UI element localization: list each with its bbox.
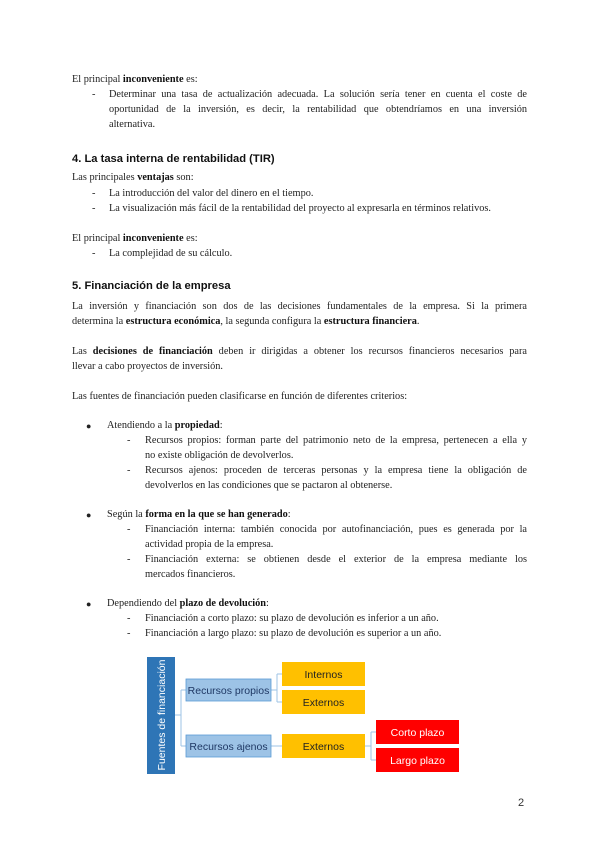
externos-propios-label: Externos	[302, 697, 345, 709]
list-dash: -	[92, 203, 96, 214]
list-item: Financiación a largo plazo: su plazo de devolución es superior a un año.	[145, 628, 442, 639]
list-item-cont: mercados financieros.	[145, 569, 236, 580]
root-label: Fuentes de financiación	[156, 659, 168, 771]
recursos-ajenos-label: Recursos ajenos	[189, 741, 268, 753]
list-dash: -	[127, 524, 131, 535]
bullet-icon: ●	[86, 599, 92, 609]
bullet-icon: ●	[86, 421, 92, 431]
list-item: Determinar una tasa de actualización adecuada. La solución sería tener en cuenta el coste de	[109, 89, 527, 100]
inconveniente-tir-label: El principal inconveniente es:	[72, 233, 198, 244]
list-dash: -	[127, 435, 131, 446]
externos-ajenos-label: Externos	[302, 741, 345, 753]
list-dash: -	[127, 613, 131, 624]
paragraph-cont: llevar a cabo proyectos de inversión.	[72, 361, 223, 372]
internos-label: Internos	[304, 669, 343, 681]
list-item-cont: no existe obligación de devolverlos.	[145, 450, 294, 461]
list-dash: -	[92, 188, 96, 199]
paragraph: Las fuentes de financiación pueden clasificarse en función de diferentes criterios:	[72, 391, 408, 402]
criterio-plazo: Dependiendo del plazo de devolución:	[107, 598, 269, 609]
page-number: 2	[518, 797, 525, 809]
criterio-propiedad: Atendiendo a la propiedad:	[107, 420, 223, 431]
list-item-cont: devolverlos en las condiciones que se pactaron al obtenerse.	[145, 480, 393, 491]
recursos-propios-label: Recursos propios	[187, 685, 270, 697]
corto-plazo-label: Corto plazo	[390, 727, 445, 739]
list-item: La introducción del valor del dinero en el tiempo.	[109, 188, 314, 199]
ventajas-label: Las principales ventajas son:	[72, 172, 194, 183]
list-item: La complejidad de su cálculo.	[109, 248, 233, 259]
paragraph-cont: determina la estructura económica, la segunda configura la estructura financiera.	[72, 316, 420, 327]
list-dash: -	[127, 554, 131, 565]
list-item: La visualización más fácil de la rentabilidad del proyecto al expresarla en términos relativos.	[109, 203, 491, 214]
list-item: Recursos ajenos: proceden de terceras personas y la empresa tiene la obligación de	[145, 465, 527, 476]
list-item-cont: alternativa.	[109, 119, 156, 130]
list-item-cont: actividad propia de la empresa.	[145, 539, 274, 550]
list-item-cont: oportunidad de la inversión, es decir, la rentabilidad que obtendríamos en una inversión	[109, 104, 527, 115]
section-4-heading: 4. La tasa interna de rentabilidad (TIR)	[72, 153, 275, 165]
list-dash: -	[92, 89, 96, 100]
list-dash: -	[127, 465, 131, 476]
bullet-icon: ●	[86, 510, 92, 520]
largo-plazo-label: Largo plazo	[390, 755, 445, 767]
list-item: Financiación externa: se obtienen desde el exterior de la empresa mediante los	[145, 554, 527, 565]
paragraph: La inversión y financiación son dos de las decisiones fundamentales de la empresa. Si la primera	[72, 301, 527, 312]
criterio-forma: Según la forma en la que se han generado:	[107, 509, 291, 520]
inconveniente-van-label: El principal inconveniente es:	[72, 74, 198, 85]
list-dash: -	[127, 628, 131, 639]
section-5-heading: 5. Financiación de la empresa	[72, 280, 231, 292]
list-item: Recursos propios: forman parte del patrimonio neto de la empresa, pertenecen a ella y	[145, 435, 527, 446]
list-item: Financiación a corto plazo: su plazo de devolución es inferior a un año.	[145, 613, 439, 624]
list-dash: -	[92, 248, 96, 259]
paragraph: Las decisiones de financiación deben ir dirigidas a obtener los recursos financieros necesarios para	[72, 346, 527, 357]
list-item: Financiación interna: también conocida por autofinanciación, pues es generada por la	[145, 524, 527, 535]
